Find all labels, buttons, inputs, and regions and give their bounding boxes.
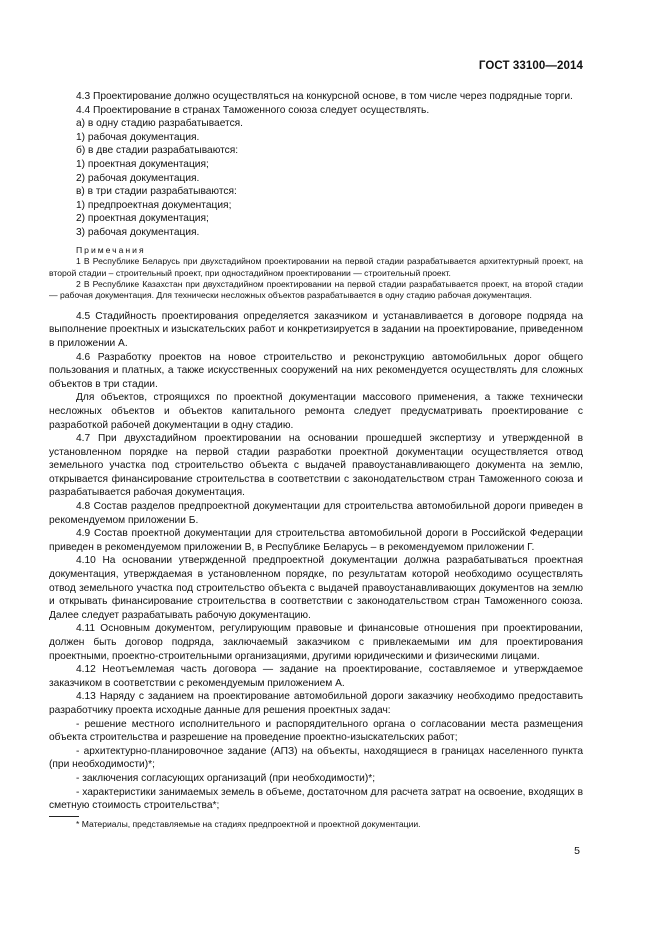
footnote-divider bbox=[49, 816, 79, 817]
list-item-v-1: 1) предпроектная документация; bbox=[76, 199, 232, 211]
footnote: * Материалы, представляемые на стадиях предпроектной и проектной документации. bbox=[76, 818, 421, 829]
clause-4-12: 4.12 Неотъемлемая часть договора — задание на проектирование, составляемое и утверждаемое заказчиком в соответствии с рекомендуемым приложением А. bbox=[49, 664, 583, 689]
document-id: ГОСТ 33100—2014 bbox=[478, 60, 583, 72]
input-data-item-1: - решение местного исполнительного и распорядительного органа о согласовании места размещения объекта строительства и разрешение на проведение проектно-изыскательских работ; bbox=[49, 718, 583, 744]
list-item-b: б) в две стадии разрабатываются: bbox=[76, 145, 239, 157]
list-item-v-3: 3) рабочая документация. bbox=[76, 226, 200, 238]
input-data-item-3: - заключения согласующих организаций (при необходимости)*; bbox=[76, 772, 376, 784]
list-item-b-1: 1) проектная документация; bbox=[76, 158, 209, 170]
clause-4-13: 4.13 Наряду с заданием на проектирование автомобильной дороги заказчику необходимо предоставить разработчику проекта исходные данные для решения проектных задач: bbox=[49, 691, 583, 716]
list-item-v-2: 2) проектная документация; bbox=[76, 213, 209, 225]
note-1: 1 В Республике Беларусь при двухстадийном проектировании на первой стадии разрабатывается архитектурный проект, на второй стадии – строительный проект, при одностадийном проектировании — строительный проект. bbox=[49, 256, 583, 278]
notes-heading: Примечания bbox=[76, 244, 146, 255]
note-2: 2 В Республике Казахстан при двухстадийном проектировании на первой стадии разрабатывается проект, на второй стадии — рабочая документация. Для технически несложных объектов разрабатывается в одну стадию рабочая документация. bbox=[49, 278, 583, 301]
list-item-v: в) в три стадии разрабатываются: bbox=[76, 186, 237, 198]
clause-4-3: 4.3 Проектирование должно осуществляться на конкурсной основе, в том числе через подрядные торги. bbox=[76, 91, 573, 102]
document-body bbox=[49, 90, 583, 830]
clause-4-6-mass: Для объектов, строящихся по проектной документации массового применения, а также технически несложных объектов и объектов капитального ремонта следует предусматривать проектирование с разработкой рабочей документации в одну стадию. bbox=[49, 392, 583, 431]
clause-4-7: 4.7 При двухстадийном проектировании на основании прошедшей экспертизу и утвержденной в установленном порядке на первой стадии разработки проектной документации осуществляется отвод земельного участка под строительство объекта с выдачей правоустанавливающего документа на землю, открывается финансирование строительства в соответствии с законодательством стран Таможенного союза и разрабатывается рабочая документация. bbox=[49, 433, 583, 499]
clause-4-6: 4.6 Разработку проектов на новое строительство и реконструкцию автомобильных дорог общего пользования и платных, а также искусственных сооружений на них рекомендуется осуществлять для сложных объектов в три стадии. bbox=[49, 351, 583, 390]
list-item-b-2: 2) рабочая документация. bbox=[76, 172, 200, 184]
input-data-item-2: - архитектурно-планировочное задание (АПЗ) на объекты, находящиеся в границах населенного пункта (при необходимости)*; bbox=[49, 745, 583, 771]
list-item-a: а) в одну стадию разрабатывается. bbox=[76, 118, 244, 130]
input-data-item-4: - характеристики занимаемых земель в объеме, достаточном для расчета затрат на освоение, входящих в сметную стоимость строительства*; bbox=[49, 786, 584, 812]
clause-4-4: 4.4 Проектирование в странах Таможенного союза следует осуществлять. bbox=[76, 104, 430, 116]
list-item-a-1: 1) рабочая документация. bbox=[76, 131, 200, 143]
clause-4-5: 4.5 Стадийность проектирования определяется заказчиком и устанавливается в договоре подряда на выполнение проектных и изыскательских работ и конкретизируется в задании на проектирование, приведенном в приложении А. bbox=[49, 310, 583, 349]
clause-4-10: 4.10 На основании утвержденной предпроектной документации должна разрабатываться проектная документация, утверждаемая в установленном порядке, по результатам которой необходимо осуществлять отвод земельного участка под строительство объекта с выдачей правоустанавливающих документов на землю и открывать финансирование строительства в соответствии с законодательством стран Таможенного союза. Далее следует разрабатывать рабочую документацию. bbox=[49, 555, 583, 621]
clause-4-9: 4.9 Состав проектной документации для строительства автомобильной дороги в Российской Федерации приведен в рекомендуемом приложении В, в Республике Беларусь – в рекомендуемом приложении Г. bbox=[49, 528, 583, 553]
clause-4-11: 4.11 Основным документом, регулирующим правовые и финансовые отношения при проектировании, должен быть договор подряда, заключаемый заказчиком с привлекаемыми им для проектирования проектными, проектно-строительными организациями, другими юридическими и физическими лицами. bbox=[49, 623, 583, 662]
page-number: 5 bbox=[574, 845, 580, 857]
clause-4-8: 4.8 Состав разделов предпроектной документации для строительства автомобильной дороги приведен в рекомендуемом приложении Б. bbox=[49, 501, 583, 526]
